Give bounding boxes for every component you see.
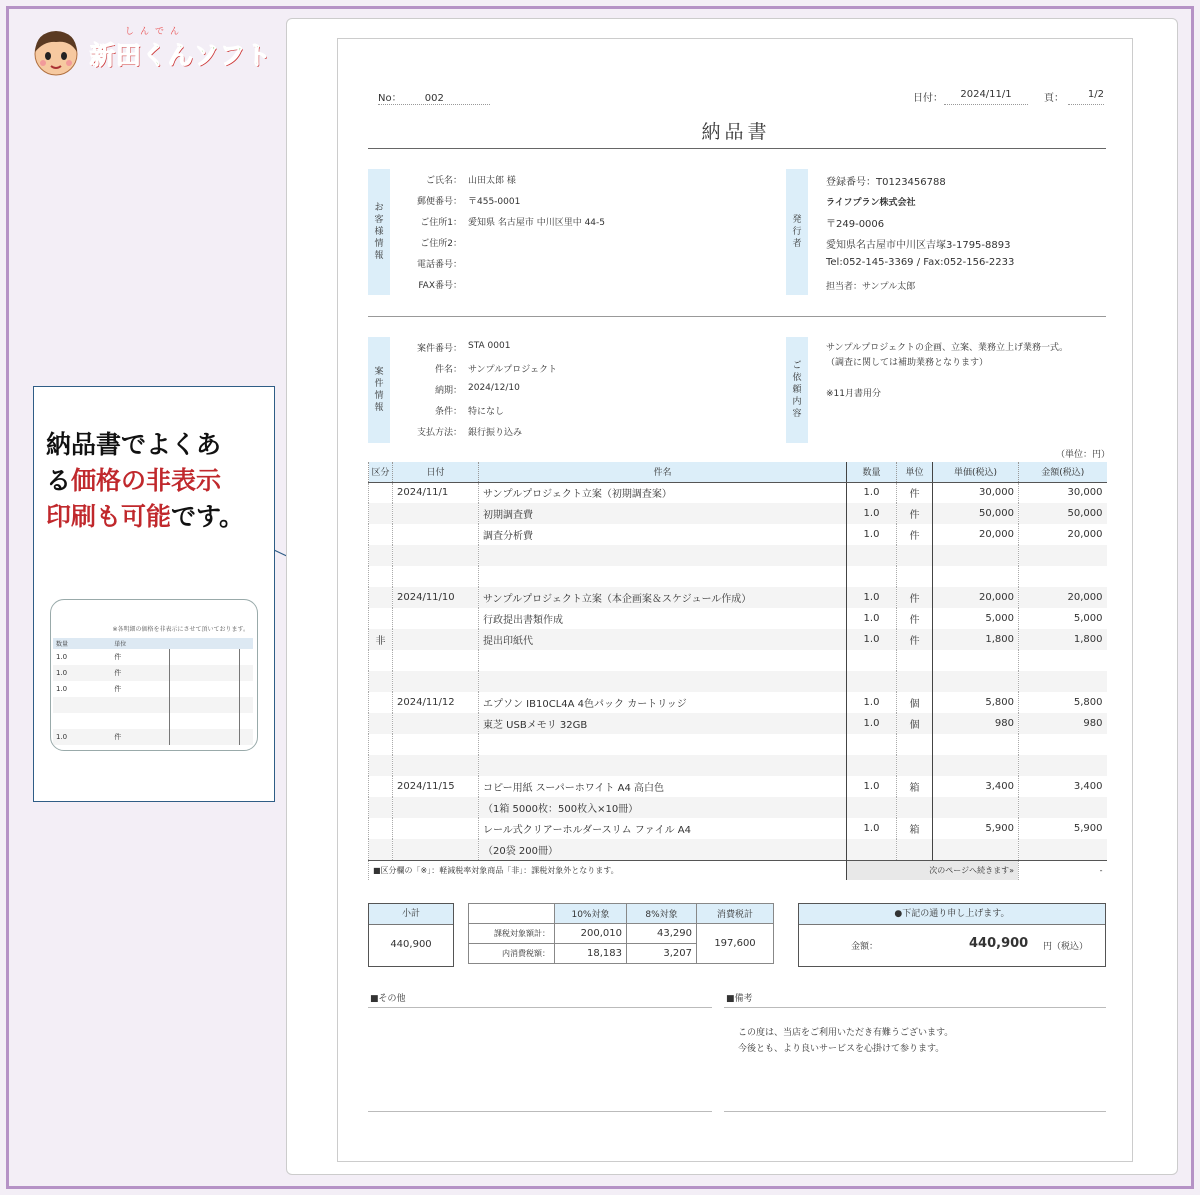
subtotal-box [368, 903, 454, 967]
claim-head: ●下記の通り申し上げます。 [799, 904, 1105, 925]
item-cell: 5,000 [1019, 608, 1107, 629]
item-cell: 個 [897, 692, 933, 713]
item-cell: 1.0 [847, 713, 897, 734]
mini-cell [169, 713, 239, 729]
column-header: 件名 [479, 462, 847, 482]
item-cell [369, 566, 393, 587]
item-cell: 3,400 [933, 776, 1019, 797]
mini-cell [169, 729, 239, 745]
item-cell: 1.0 [847, 776, 897, 797]
item-cell [897, 755, 933, 776]
item-row [369, 650, 1107, 671]
column-header: 単価(税込) [933, 462, 1019, 482]
item-row [369, 818, 1107, 839]
items-header-row [369, 462, 1107, 482]
item-cell [393, 818, 479, 839]
item-cell: 1.0 [847, 482, 897, 503]
item-cell: 初期調査費 [479, 503, 847, 524]
item-cell [393, 566, 479, 587]
callout-line-3b: です。 [171, 502, 245, 531]
mini-row [53, 665, 253, 681]
item-cell [369, 650, 393, 671]
issuer-person: 担当者：サンプル太郎 [826, 282, 916, 292]
column-header: 単位 [897, 462, 933, 482]
tax-row-value: 43,290 [627, 924, 697, 944]
item-cell: 件 [897, 608, 933, 629]
project-field-label: 件名： [434, 365, 462, 375]
footnote: ■区分欄の「※」：軽減税率対象商品「非」：課税対象外となります。 [369, 860, 847, 880]
item-cell: 件 [897, 629, 933, 650]
item-cell [933, 797, 1019, 818]
item-cell [933, 566, 1019, 587]
tax-table [468, 903, 774, 964]
item-cell [897, 650, 933, 671]
item-cell [847, 797, 897, 818]
date-label: 日付： [913, 93, 943, 104]
mini-header-row [53, 638, 253, 649]
mini-header [169, 638, 239, 649]
items-table [368, 462, 1107, 880]
mascot-face-icon [30, 26, 82, 78]
item-cell [393, 608, 479, 629]
next-page-dash: - [1019, 860, 1107, 880]
issuer-company: ライフプラン株式会社 [826, 198, 916, 208]
request-line-1: サンプルプロジェクトの企画、立案、業務立上げ業務一式。 [826, 343, 1069, 353]
item-cell: 20,000 [1019, 524, 1107, 545]
item-cell: 5,900 [933, 818, 1019, 839]
item-cell: 件 [897, 524, 933, 545]
customer-section-text: お客様情報 [374, 203, 384, 261]
item-cell: レール式クリアーホルダースリム ファイル A4 [479, 818, 847, 839]
other-label: ■その他 [370, 994, 406, 1004]
request-section-label [786, 337, 808, 443]
callout-line-2b: 価格の非表示 [71, 466, 222, 495]
item-row [369, 608, 1107, 629]
column-header: 数量 [847, 462, 897, 482]
mini-cell [169, 681, 239, 697]
customer-field-value: 愛知県 名古屋市 中川区里中 44-5 [468, 218, 606, 228]
item-row [369, 692, 1107, 713]
item-cell: 1.0 [847, 503, 897, 524]
mini-row [53, 681, 253, 697]
item-cell: 行政提出書類作成 [479, 608, 847, 629]
column-header: 区分 [369, 462, 393, 482]
item-cell [847, 650, 897, 671]
item-cell: （1箱 5000枚：500枚入×10冊） [479, 797, 847, 818]
item-cell [393, 650, 479, 671]
mini-header [239, 638, 253, 649]
project-field-label: 支払方法： [416, 428, 462, 438]
issuer-reg-no: 登録番号：T0123456788 [826, 177, 946, 188]
item-row [369, 587, 1107, 608]
mini-header: 単位 [111, 638, 169, 649]
tax-row-label: 内消費税額： [469, 944, 555, 964]
item-cell [369, 839, 393, 860]
subtotal-value: 440,900 [390, 939, 432, 950]
mini-cell [239, 697, 253, 713]
item-cell: 提出印紙代 [479, 629, 847, 650]
mini-cell: 件 [111, 649, 169, 665]
item-row [369, 755, 1107, 776]
mini-cell [239, 713, 253, 729]
item-cell [1019, 650, 1107, 671]
item-cell: 箱 [897, 776, 933, 797]
other-bottom-rule [368, 1111, 712, 1112]
items-footer-row [369, 860, 1107, 880]
item-cell [933, 755, 1019, 776]
remarks-label: ■備考 [726, 994, 753, 1004]
item-cell [393, 713, 479, 734]
item-cell [479, 650, 847, 671]
customer-field-value: 〒455-0001 [468, 197, 521, 207]
mini-row [53, 713, 253, 729]
item-cell [393, 734, 479, 755]
item-row [369, 776, 1107, 797]
item-cell: 5,000 [933, 608, 1019, 629]
tax-head-8: 8%対象 [627, 904, 697, 924]
tax-row-value: 18,183 [555, 944, 627, 964]
project-field-label: 案件番号： [416, 344, 462, 354]
item-cell [847, 671, 897, 692]
issuer-tel: Tel:052-145-3369 / Fax:052-156-2233 [826, 257, 1015, 268]
item-row [369, 524, 1107, 545]
item-cell: 980 [933, 713, 1019, 734]
logo-name-sub: くんソフト [142, 41, 273, 70]
request-section-text: ご依頼内容 [792, 361, 802, 419]
logo-text [90, 36, 272, 72]
item-cell [897, 797, 933, 818]
item-cell: 50,000 [1019, 503, 1107, 524]
mini-cell: 1.0 [56, 685, 68, 693]
item-cell: 2024/11/15 [393, 776, 479, 797]
mini-cell [239, 665, 253, 681]
mini-cell [239, 729, 253, 745]
mini-cell: 1.0 [53, 665, 111, 681]
item-row [369, 629, 1107, 650]
item-cell [369, 482, 393, 503]
item-cell [369, 713, 393, 734]
item-cell [897, 566, 933, 587]
item-cell: 5,900 [1019, 818, 1107, 839]
tax-total: 197,600 [697, 924, 774, 964]
mini-cell [169, 665, 239, 681]
doc-title: 納品書 [701, 121, 771, 143]
customer-field-label: ご住所2： [420, 239, 462, 249]
customer-field-label: FAX番号： [418, 281, 462, 291]
item-cell: 2024/11/1 [393, 482, 479, 503]
next-page-note: 次のページへ続きます» [847, 860, 1019, 880]
item-cell [479, 545, 847, 566]
item-cell [933, 671, 1019, 692]
mini-note: ※各明細の価格を非表示にさせて頂いております。 [112, 626, 249, 633]
item-cell: 調査分析費 [479, 524, 847, 545]
unit-note: （単位：円） [1056, 450, 1111, 460]
mini-cell [53, 713, 111, 729]
callout-line-3 [46, 499, 268, 535]
customer-field-label: ご住所1： [420, 218, 462, 228]
issuer-section-label [786, 169, 808, 295]
delivery-note [337, 38, 1133, 1162]
item-cell: 5,800 [1019, 692, 1107, 713]
project-field-value: STA 0001 [468, 341, 511, 351]
project-field-label: 条件： [434, 407, 462, 417]
item-cell [479, 566, 847, 587]
logo [30, 24, 280, 84]
item-cell: 5,800 [933, 692, 1019, 713]
item-cell [847, 839, 897, 860]
callout-text [46, 427, 268, 535]
item-cell [1019, 545, 1107, 566]
item-cell [479, 734, 847, 755]
item-row [369, 545, 1107, 566]
item-cell: 30,000 [933, 482, 1019, 503]
customer-field-label: 電話番号： [416, 260, 462, 270]
item-cell [393, 503, 479, 524]
item-row [369, 671, 1107, 692]
column-header: 日付 [393, 462, 479, 482]
tax-row [469, 924, 774, 944]
item-row [369, 797, 1107, 818]
item-cell [369, 545, 393, 566]
item-cell: 20,000 [933, 524, 1019, 545]
item-cell [369, 776, 393, 797]
item-cell [847, 755, 897, 776]
mini-row [53, 697, 253, 713]
item-row [369, 713, 1107, 734]
item-cell: 1.0 [847, 818, 897, 839]
project-field-label: 納期： [434, 386, 462, 396]
item-cell: 1.0 [847, 692, 897, 713]
item-cell [393, 839, 479, 860]
mini-row [53, 729, 253, 745]
project-section-text: 案件情報 [374, 367, 384, 413]
column-header: 金額(税込) [1019, 462, 1107, 482]
item-cell [369, 608, 393, 629]
tax-head-total: 消費税計 [697, 904, 774, 924]
item-cell [933, 734, 1019, 755]
item-cell [369, 503, 393, 524]
request-line-2: （調査に関しては補助業務となります） [826, 358, 989, 368]
issuer-zip: 〒249-0006 [826, 219, 885, 230]
item-cell [897, 734, 933, 755]
item-cell [897, 839, 933, 860]
item-cell [369, 797, 393, 818]
item-cell [369, 734, 393, 755]
amount-unit: 円（税込） [1043, 942, 1089, 952]
amount-label: 金額： [851, 942, 879, 952]
issuer-section-text: 発行者 [792, 215, 802, 249]
item-cell [479, 755, 847, 776]
item-cell: 件 [897, 482, 933, 503]
project-field-value: サンプルプロジェクト [468, 365, 558, 375]
project-field-value: 銀行振り込み [468, 428, 523, 438]
customer-field-label: ご氏名： [425, 176, 462, 186]
item-cell: 2024/11/12 [393, 692, 479, 713]
logo-name-main: 新田 [90, 41, 143, 70]
item-cell [369, 524, 393, 545]
item-cell [393, 671, 479, 692]
mini-cell [169, 697, 239, 713]
item-cell [1019, 755, 1107, 776]
remarks-line-1: この度は、当店をご利用いただき有難うございます。 [738, 1028, 954, 1038]
mini-preview [50, 599, 258, 751]
item-cell: 1.0 [847, 587, 897, 608]
tax-head-blank [469, 904, 555, 924]
remarks-line-2: 今後とも、より良いサービスを心掛けて参ります。 [738, 1044, 945, 1054]
mini-header: 数量 [53, 638, 111, 649]
item-cell [393, 797, 479, 818]
doc-date: 2024/11/1 [944, 89, 1028, 105]
mini-table [53, 638, 253, 745]
item-row [369, 734, 1107, 755]
project-field-value: 特になし [468, 407, 505, 417]
subtotal-label: 小計 [369, 904, 453, 925]
item-cell: 1.0 [847, 524, 897, 545]
item-cell: 1.0 [847, 608, 897, 629]
page-label: 頁： [1044, 93, 1064, 104]
item-cell: 件 [897, 587, 933, 608]
callout-line-2a: る [46, 466, 72, 495]
item-row [369, 839, 1107, 860]
item-cell [369, 671, 393, 692]
item-cell [1019, 734, 1107, 755]
item-cell [393, 629, 479, 650]
item-cell: 1,800 [933, 629, 1019, 650]
amount-value: 440,900 [969, 936, 1029, 951]
mini-cell: 1.0 [56, 653, 68, 661]
title-rule [368, 148, 1106, 149]
doc-page: 1/2 [1068, 89, 1104, 105]
item-cell: 非 [369, 629, 393, 650]
issuer-address: 愛知県名古屋市中川区吉塚3-1795-8893 [826, 240, 1011, 251]
remarks-bottom-rule [724, 1111, 1106, 1112]
tax-head-10: 10%対象 [555, 904, 627, 924]
callout-box [33, 386, 275, 802]
customer-section-label [368, 169, 390, 295]
item-cell [479, 671, 847, 692]
other-rule [368, 1007, 712, 1008]
item-cell: 20,000 [1019, 587, 1107, 608]
mini-cell [239, 649, 253, 665]
item-cell: 980 [1019, 713, 1107, 734]
tax-row-value: 3,207 [627, 944, 697, 964]
item-cell [933, 545, 1019, 566]
item-cell [369, 755, 393, 776]
item-cell [897, 671, 933, 692]
item-cell: エプソン IB10CL4A 4色パック カートリッジ [479, 692, 847, 713]
logo-ruby: しんでん [125, 27, 186, 37]
customer-field-label: 郵便番号： [416, 197, 462, 207]
item-cell [847, 566, 897, 587]
item-cell [369, 587, 393, 608]
mini-cell [169, 649, 239, 665]
item-cell: （20袋 200冊） [479, 839, 847, 860]
customer-field-value: 山田太郎 様 [468, 176, 516, 186]
project-field-value: 2024/12/10 [468, 383, 520, 393]
request-line-3: ※11月書用分 [826, 389, 881, 399]
mini-cell: 件 [111, 665, 169, 681]
item-cell [393, 524, 479, 545]
item-cell [933, 839, 1019, 860]
item-cell: 個 [897, 713, 933, 734]
callout-line-2 [46, 463, 268, 499]
tax-row-label: 課税対象額計： [469, 924, 555, 944]
section-rule [368, 316, 1106, 317]
tax-header-row [469, 904, 774, 924]
item-cell [393, 755, 479, 776]
item-cell: 30,000 [1019, 482, 1107, 503]
item-cell [369, 692, 393, 713]
callout-line-1: 納品書でよくあ [46, 430, 222, 459]
item-cell [1019, 839, 1107, 860]
mini-cell [53, 697, 111, 713]
remarks-rule [724, 1007, 1106, 1008]
item-cell [369, 818, 393, 839]
mini-row [53, 649, 253, 665]
item-cell: 箱 [897, 818, 933, 839]
project-section-label [368, 337, 390, 443]
item-cell: 20,000 [933, 587, 1019, 608]
doc-number-label: No： [378, 93, 402, 104]
mini-cell [111, 697, 169, 713]
item-row [369, 503, 1107, 524]
item-cell: 1.0 [847, 629, 897, 650]
item-cell: サンプルプロジェクト立案（初期調査案） [479, 482, 847, 503]
item-cell: サンプルプロジェクト立案（本企画案＆スケジュール作成） [479, 587, 847, 608]
mini-cell [111, 713, 169, 729]
doc-number-field [378, 89, 490, 105]
item-cell [897, 545, 933, 566]
item-cell: 件 [897, 503, 933, 524]
mini-cell [239, 681, 253, 697]
callout-line-3a: 印刷も可能 [46, 502, 172, 531]
claim-box [798, 903, 1106, 967]
item-cell [393, 545, 479, 566]
doc-number: 002 [424, 93, 444, 104]
item-row [369, 566, 1107, 587]
item-cell [847, 545, 897, 566]
item-cell [847, 734, 897, 755]
mini-cell: 件 [111, 681, 169, 697]
item-cell: 2024/11/10 [393, 587, 479, 608]
mini-cell: 件 [111, 729, 169, 745]
item-cell: 1,800 [1019, 629, 1107, 650]
item-cell: 50,000 [933, 503, 1019, 524]
tax-row-value: 200,010 [555, 924, 627, 944]
item-cell [1019, 671, 1107, 692]
mini-cell: 1.0 [53, 729, 111, 745]
item-cell: コピー用紙 スーパーホワイト A4 高白色 [479, 776, 847, 797]
item-cell: 3,400 [1019, 776, 1107, 797]
item-cell: 東芝 USBメモリ 32GB [479, 713, 847, 734]
item-cell [933, 650, 1019, 671]
item-cell [1019, 566, 1107, 587]
item-row [369, 482, 1107, 503]
item-cell [1019, 797, 1107, 818]
